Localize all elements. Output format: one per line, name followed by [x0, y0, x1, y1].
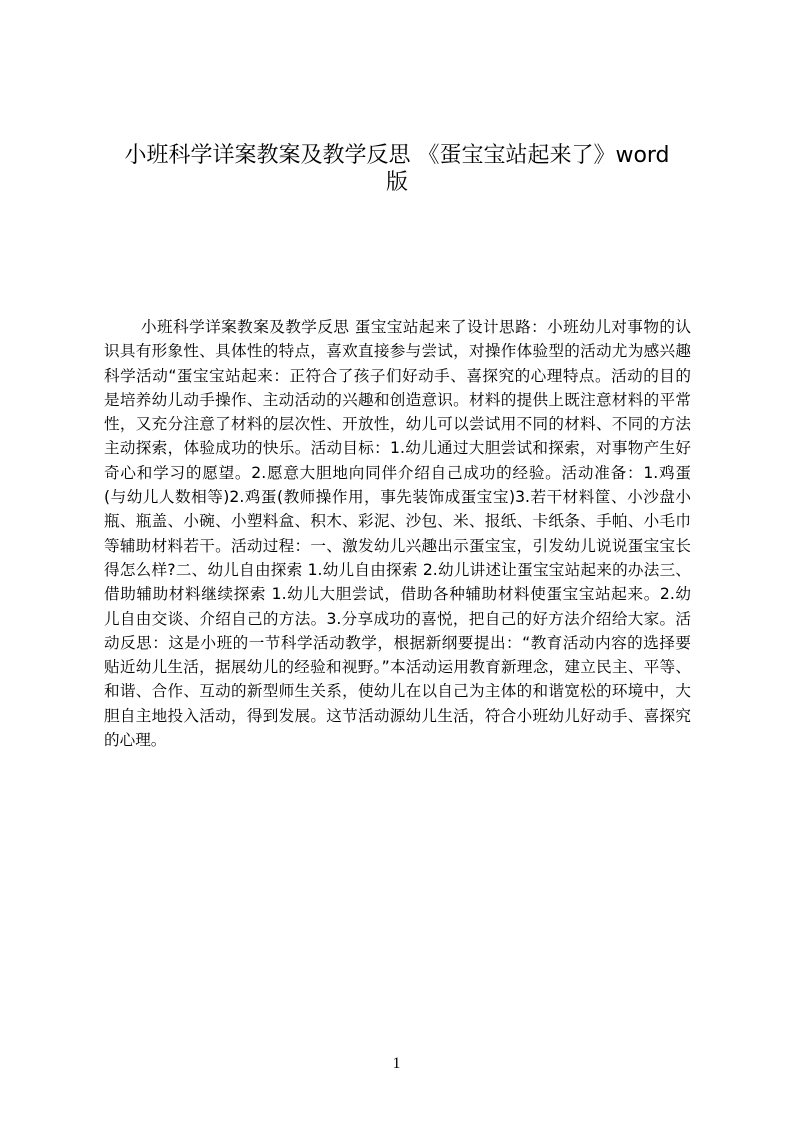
paragraph-line: 的心理。	[104, 731, 167, 750]
paragraph-line: 是培养幼儿动手操作、主动活动的兴趣和创造意识。材料的提供上既注意材料的平常	[104, 390, 691, 409]
paragraph-line: 和谐、合作、互动的新型师生关系，使幼儿在以自己为主体的和谐宽松的环境中，大	[104, 682, 691, 701]
paragraph-line: 儿自由交谈、介绍自己的方法。3.分享成功的喜悦，把自己的好方法介绍给大家。活	[104, 609, 691, 628]
paragraph-line: 贴近幼儿生活，据展幼儿的经验和视野。”本活动运用教育新理念，建立民主、平等、	[104, 658, 691, 677]
paragraph-line: 瓶、瓶盖、小碗、小塑料盒、积木、彩泥、沙包、米、报纸、卡纸条、手帕、小毛巾	[104, 512, 691, 531]
paragraph-line: 借助辅助材料继续探索 1.幼儿大胆尝试，借助各种辅助材料使蛋宝宝站起来。2.幼	[104, 585, 691, 604]
paragraph-line: 识具有形象性、具体性的特点，喜欢直接参与尝试，对操作体验型的活动尤为感兴趣	[104, 342, 691, 361]
paragraph-line: 得怎么样?二、幼儿自由探索 1.幼儿自由探索 2.幼儿讲述让蛋宝宝站起来的办法三、	[104, 560, 691, 579]
title-line-2: 版	[385, 170, 408, 195]
paragraph-line: 胆自主地投入活动，得到发展。这节活动源幼儿生活，符合小班幼儿好动手、喜探究	[104, 706, 691, 725]
paragraph-line: 科学活动“蛋宝宝站起来：正符合了孩子们好动手、喜探究的心理特点。活动的目的	[104, 366, 691, 385]
page-number: 1	[392, 1055, 401, 1072]
paragraph-line: 小班科学详案教案及教学反思 蛋宝宝站起来了设计思路：小班幼儿对事物的认	[141, 318, 691, 336]
paragraph-line: 动反思：这是小班的一节科学活动教学，根据新纲要提出：“教育活动内容的选择要	[104, 633, 691, 652]
paragraph-line: (与幼儿人数相等)2.鸡蛋(教师操作用，事先装饰成蛋宝宝)3.若干材料筐、小沙盘小	[104, 488, 691, 507]
title-line-1: 小班科学详案教案及教学反思 《蛋宝宝站起来了》word	[124, 143, 670, 168]
document-body	[104, 315, 691, 752]
paragraph-line: 奇心和学习的愿望。2.愿意大胆地向同伴介绍自己成功的经验。活动准备：1.鸡蛋	[104, 463, 691, 482]
paragraph-line: 主动探索，体验成功的快乐。活动目标：1.幼儿通过大胆尝试和探索，对事物产生好	[104, 439, 691, 458]
paragraph-line: 等辅助材料若干。活动过程：一、激发幼儿兴趣出示蛋宝宝，引发幼儿说说蛋宝宝长	[104, 536, 691, 555]
document-title	[100, 142, 694, 196]
paragraph-line: 性，又充分注意了材料的层次性、开放性，幼儿可以尝试用不同的材料、不同的方法	[104, 415, 691, 434]
